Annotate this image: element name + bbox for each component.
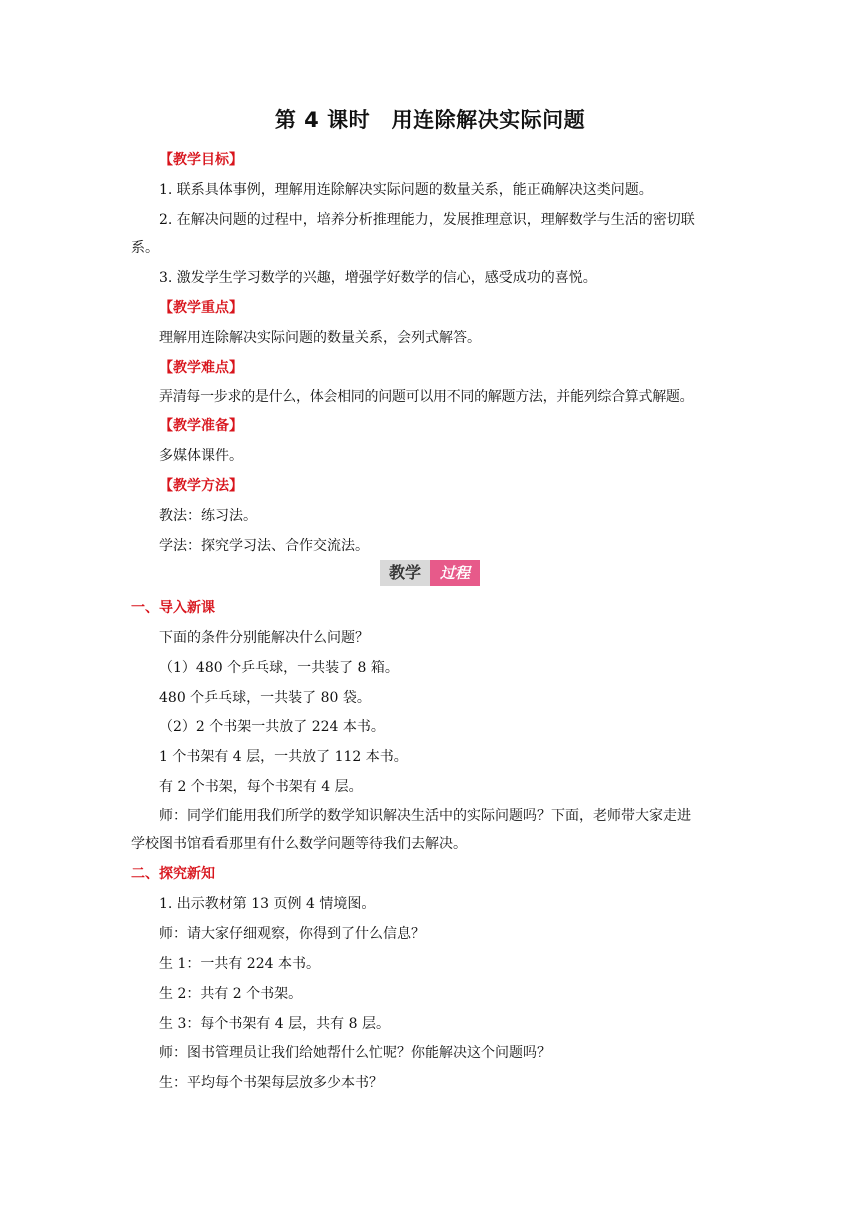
objective-3: 3. 激发学生学习数学的兴趣，增强学好数学的信心，感受成功的喜悦。 [159, 270, 597, 286]
section-1-line-1: 下面的条件分别能解决什么问题？ [159, 630, 369, 646]
section-1-line-5: 1 个书架有 4 层，一共放了 112 本书。 [159, 749, 408, 765]
section-2-line-5: 生 3：每个书架有 4 层，共有 8 层。 [159, 1016, 390, 1032]
key-points-text: 理解用连除解决实际问题的数量关系，会列式解答。 [159, 330, 481, 346]
section-2-line-7: 生：平均每个书架每层放多少本书？ [159, 1075, 383, 1091]
section-1-line-2: （1）480 个乒乓球，一共装了 8 箱。 [159, 660, 399, 676]
section-2-line-3: 生 1：一共有 224 本书。 [159, 956, 320, 972]
methods-heading: 【教学方法】 [159, 478, 243, 494]
objective-2-line-2: 系。 [131, 240, 159, 256]
page-title: 第 4 课时 用连除解决实际问题 [274, 108, 586, 132]
section-1-line-8: 学校图书馆看看那里有什么数学问题等待我们去解决。 [131, 836, 467, 852]
teaching-method: 教法：练习法。 [159, 508, 257, 524]
section-2-line-4: 生 2：共有 2 个书架。 [159, 986, 303, 1002]
section-1-heading: 一、导入新课 [131, 600, 215, 616]
difficulty-text: 弄清每一步求的是什么，体会相同的问题可以用不同的解题方法，并能列综合算式解题。 [159, 389, 694, 405]
section-2-line-2: 师：请大家仔细观察，你得到了什么信息？ [159, 926, 425, 942]
process-banner [380, 560, 480, 586]
banner-left-label: 教学 [380, 560, 430, 586]
objective-1: 1. 联系具体事例，理解用连除解决实际问题的数量关系，能正确解决这类问题。 [159, 182, 653, 198]
difficulty-heading: 【教学难点】 [159, 360, 243, 376]
key-points-heading: 【教学重点】 [159, 300, 243, 316]
learning-method: 学法：探究学习法、合作交流法。 [159, 538, 369, 554]
section-2-line-1: 1. 出示教材第 13 页例 4 情境图。 [159, 896, 376, 912]
section-1-line-4: （2）2 个书架一共放了 224 本书。 [159, 719, 385, 735]
section-1-line-3: 480 个乒乓球，一共装了 80 袋。 [159, 690, 371, 706]
objectives-heading: 【教学目标】 [159, 152, 243, 168]
preparation-heading: 【教学准备】 [159, 418, 243, 434]
section-2-line-6: 师：图书管理员让我们给她帮什么忙呢？你能解决这个问题吗？ [159, 1045, 551, 1061]
section-2-heading: 二、探究新知 [131, 866, 215, 882]
section-1-line-7: 师：同学们能用我们所学的数学知识解决生活中的实际问题吗？下面，老师带大家走进 [159, 808, 691, 824]
banner-right-label: 过程 [430, 560, 480, 586]
objective-2-line-1: 2. 在解决问题的过程中，培养分析推理能力，发展推理意识，理解数学与生活的密切联 [159, 212, 695, 228]
section-1-line-6: 有 2 个书架，每个书架有 4 层。 [159, 779, 363, 795]
preparation-text: 多媒体课件。 [159, 448, 243, 464]
